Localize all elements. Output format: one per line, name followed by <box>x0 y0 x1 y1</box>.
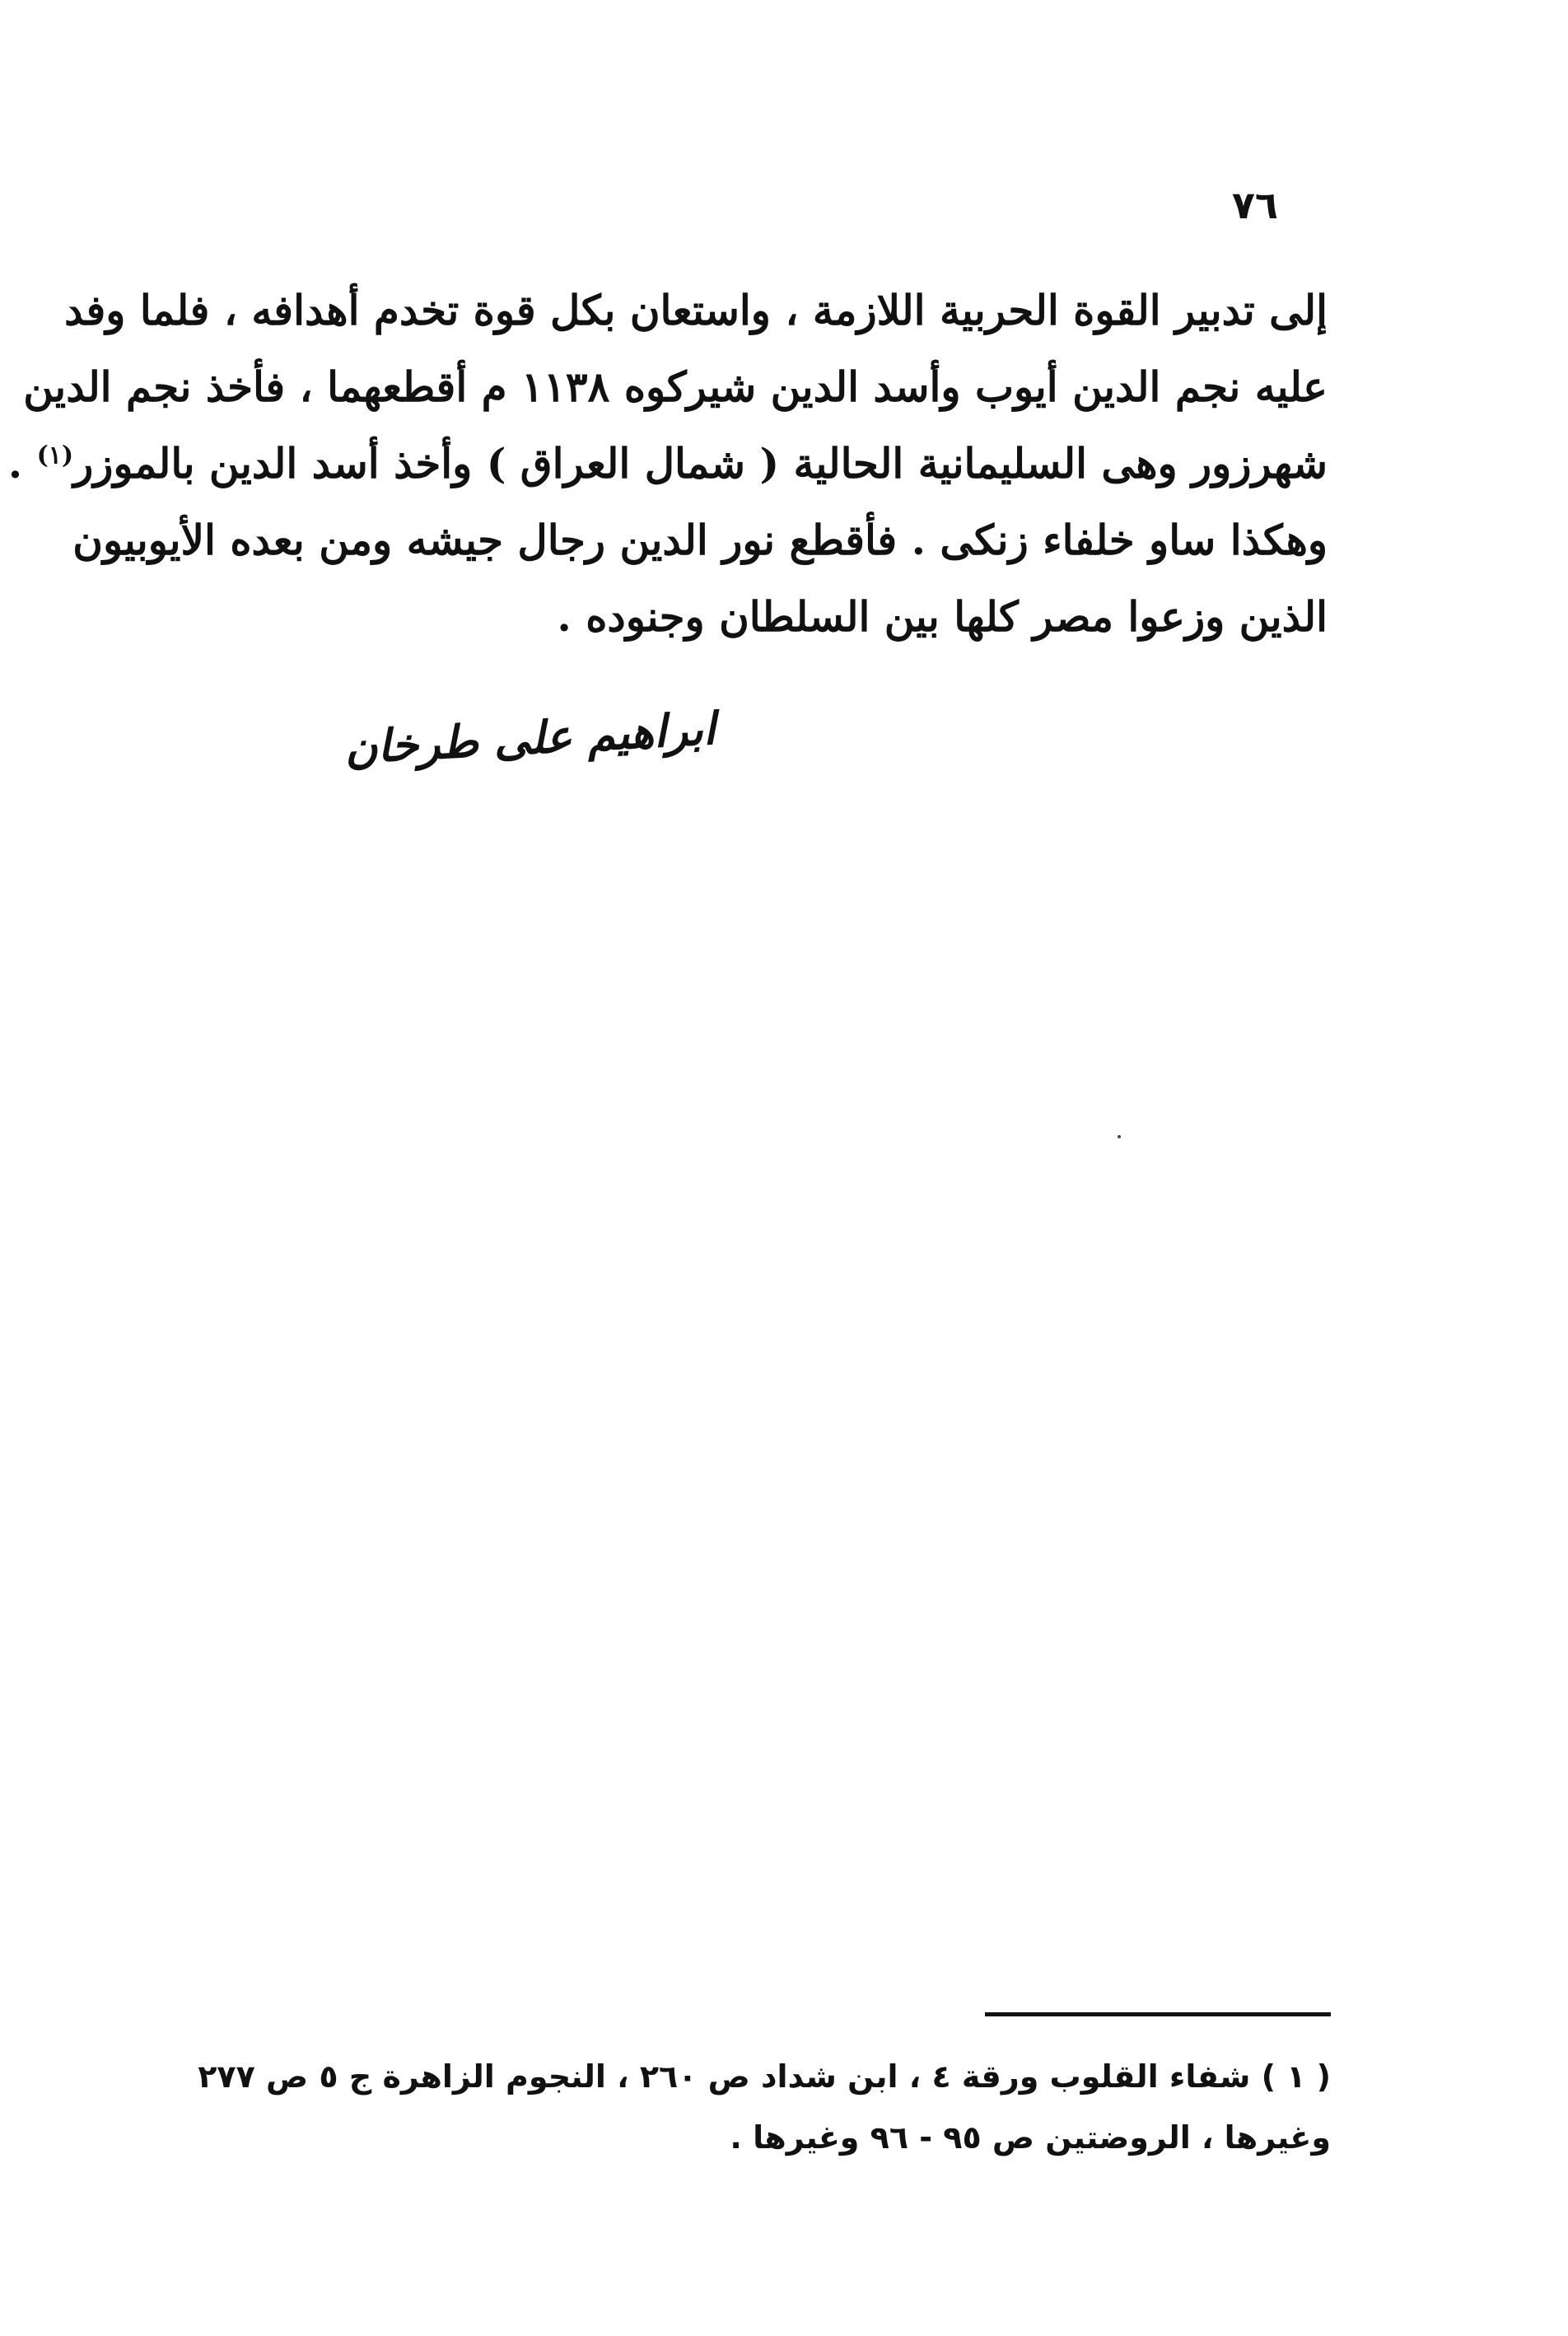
footnote-divider <box>985 2012 1331 2016</box>
author-signature: ابراهيم على طرخان <box>343 702 717 774</box>
footnote-reference: (١) <box>36 441 74 470</box>
body-text <box>7 272 1328 655</box>
body-line-3 <box>7 425 1328 502</box>
body-line-3-text: شهرزور وهى السليمانية الحالية ( شمال العراق ) وأخذ أسد الدين بالموزر <box>73 439 1328 488</box>
body-line-1: إلى تدبير القوة الحربية اللازمة ، واستعان بكل قوة تخدم أهدافه ، فلما وفد <box>64 286 1328 334</box>
page-number: ٧٦ <box>1231 183 1278 227</box>
body-line-5: الذين وزعوا مصر كلها بين السلطان وجنوده . <box>557 592 1328 641</box>
body-line-4: وهكذا ساو خلفاء زنكى . فأقطع نور الدين رجال جيشه ومن بعده الأيوبيون <box>72 516 1328 564</box>
footnote-line-1: ( ١ ) شفاء القلوب ورقة ٤ ، ابن شداد ص ٢٦٠ ، النجوم الزاهرة ج ٥ ص ٢٧٧ <box>198 2058 1331 2095</box>
print-speck <box>1118 1135 1121 1138</box>
body-line-2: عليه نجم الدين أيوب وأسد الدين شيركوه ١١٣٨ م أقطعهما ، فأخذ نجم الدين <box>23 362 1328 411</box>
footnotes <box>198 2046 1331 2168</box>
footnote-line-2: وغيرها ، الروضتين ص ٩٥ - ٩٦ وغيرها . <box>730 2119 1331 2156</box>
body-line-3-end: . <box>7 439 37 488</box>
